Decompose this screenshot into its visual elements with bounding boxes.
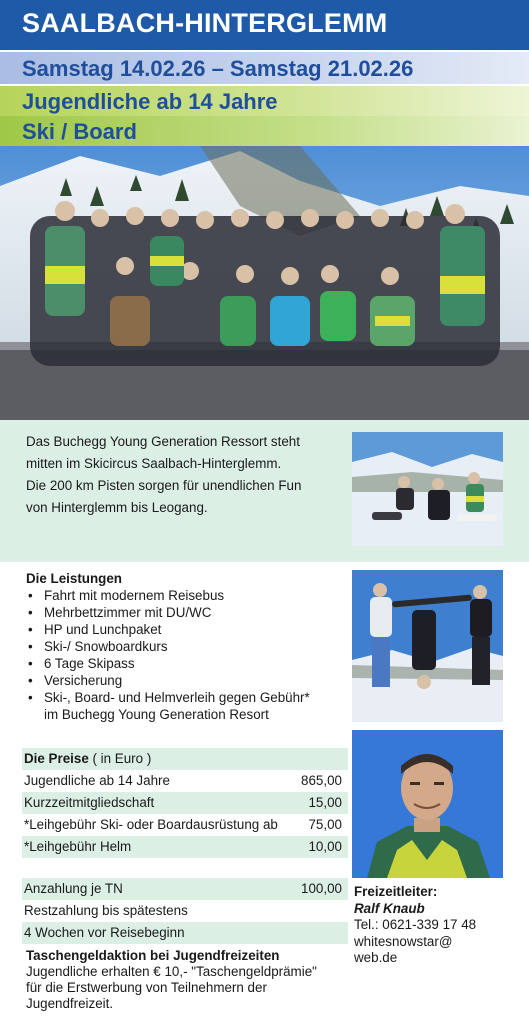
- ski-photo-small-image: [352, 432, 503, 546]
- intro-line: Das Buchegg Young Generation Ressort steht: [26, 434, 300, 449]
- payment-label: Restzahlung bis spätestens: [24, 903, 188, 918]
- price-row: [22, 792, 348, 814]
- ski-photo-mid: [352, 570, 503, 722]
- group-photo: [0, 146, 529, 420]
- payment-value: 100,00: [301, 881, 342, 896]
- leader-phone: Tel.: 0621-339 17 48: [354, 917, 477, 932]
- services-heading: Die Leistungen: [26, 571, 122, 586]
- intro-text: [26, 431, 346, 519]
- payment-label: Anzahlung je TN: [24, 881, 123, 896]
- payment-row: [22, 900, 348, 922]
- leader-portrait-image: [352, 730, 503, 878]
- leader-info: [354, 884, 524, 967]
- service-item: • HP und Lunchpaket: [26, 621, 356, 638]
- pocket-money-note: [26, 948, 356, 1012]
- intro-line: von Hinterglemm bis Leogang.: [26, 500, 208, 515]
- payment-table: [22, 878, 348, 944]
- payment-row: [22, 878, 348, 900]
- service-item: • Mehrbettzimmer mit DU/WC: [26, 604, 356, 621]
- leader-heading: Freizeitleiter:: [354, 884, 438, 899]
- service-item: • Fahrt mit modernem Reisebus: [26, 587, 356, 604]
- price-value: 75,00: [308, 817, 342, 832]
- age-band: [0, 86, 529, 116]
- leader-portrait: [352, 730, 503, 878]
- trip-type: Ski / Board: [22, 119, 137, 144]
- service-item: • 6 Tage Skipass: [26, 655, 356, 672]
- price-table-header: [22, 748, 348, 770]
- age-group: Jugendliche ab 14 Jahre: [22, 89, 278, 114]
- service-item: • Ski-/ Snowboardkurs: [26, 638, 356, 655]
- service-item: • Ski-, Board- und Helmverleih gegen Gebühr*: [26, 689, 356, 706]
- date-band: [0, 52, 529, 84]
- intro-line: mitten im Skicircus Saalbach-Hinterglemm.: [26, 456, 282, 471]
- payment-row: [22, 922, 348, 944]
- price-row: [22, 814, 348, 836]
- price-label: Kurzzeitmitgliedschaft: [24, 795, 155, 810]
- pocket-money-heading: Taschengeldaktion bei Jugendfreizeiten: [26, 948, 280, 963]
- pocket-money-line: Jugendliche erhalten € 10,- "Taschengeldprämie": [26, 964, 317, 979]
- ski-photo-small: [352, 432, 503, 546]
- title-bar: [0, 0, 529, 50]
- intro-line: Die 200 km Pisten sorgen für unendlichen Fun: [26, 478, 302, 493]
- payment-label: 4 Wochen vor Reisebeginn: [24, 925, 185, 940]
- trip-dates: Samstag 14.02.26 – Samstag 21.02.26: [22, 56, 414, 81]
- price-row: [22, 836, 348, 858]
- price-label: *Leihgebühr Helm: [24, 839, 132, 854]
- service-item-continuation: im Buchegg Young Generation Resort: [44, 707, 269, 722]
- leader-email-line2: web.de: [354, 950, 398, 965]
- prices-unit: ( in Euro ): [88, 751, 152, 766]
- group-photo-image: [0, 146, 529, 420]
- pocket-money-line: für die Erstwerbung von Teilnehmern der: [26, 980, 267, 995]
- price-table: [22, 748, 348, 858]
- leader-email-line1: whitesnowstar@: [354, 933, 453, 949]
- ski-photo-mid-image: [352, 570, 503, 722]
- type-band: [0, 116, 529, 146]
- price-value: 10,00: [308, 839, 342, 854]
- services-list: [26, 570, 356, 723]
- price-row: [22, 770, 348, 792]
- price-label: *Leihgebühr Ski- oder Boardausrüstung ab: [24, 817, 278, 832]
- prices-heading: Die Preise: [24, 751, 89, 766]
- leader-name: Ralf Knaub: [354, 900, 425, 916]
- pocket-money-line: Jugendfreizeit.: [26, 996, 114, 1011]
- page-title: SAALBACH-HINTERGLEMM: [22, 8, 388, 38]
- price-value: 15,00: [308, 795, 342, 810]
- service-item: • Versicherung: [26, 672, 356, 689]
- price-label: Jugendliche ab 14 Jahre: [24, 773, 170, 788]
- price-value: 865,00: [301, 773, 342, 788]
